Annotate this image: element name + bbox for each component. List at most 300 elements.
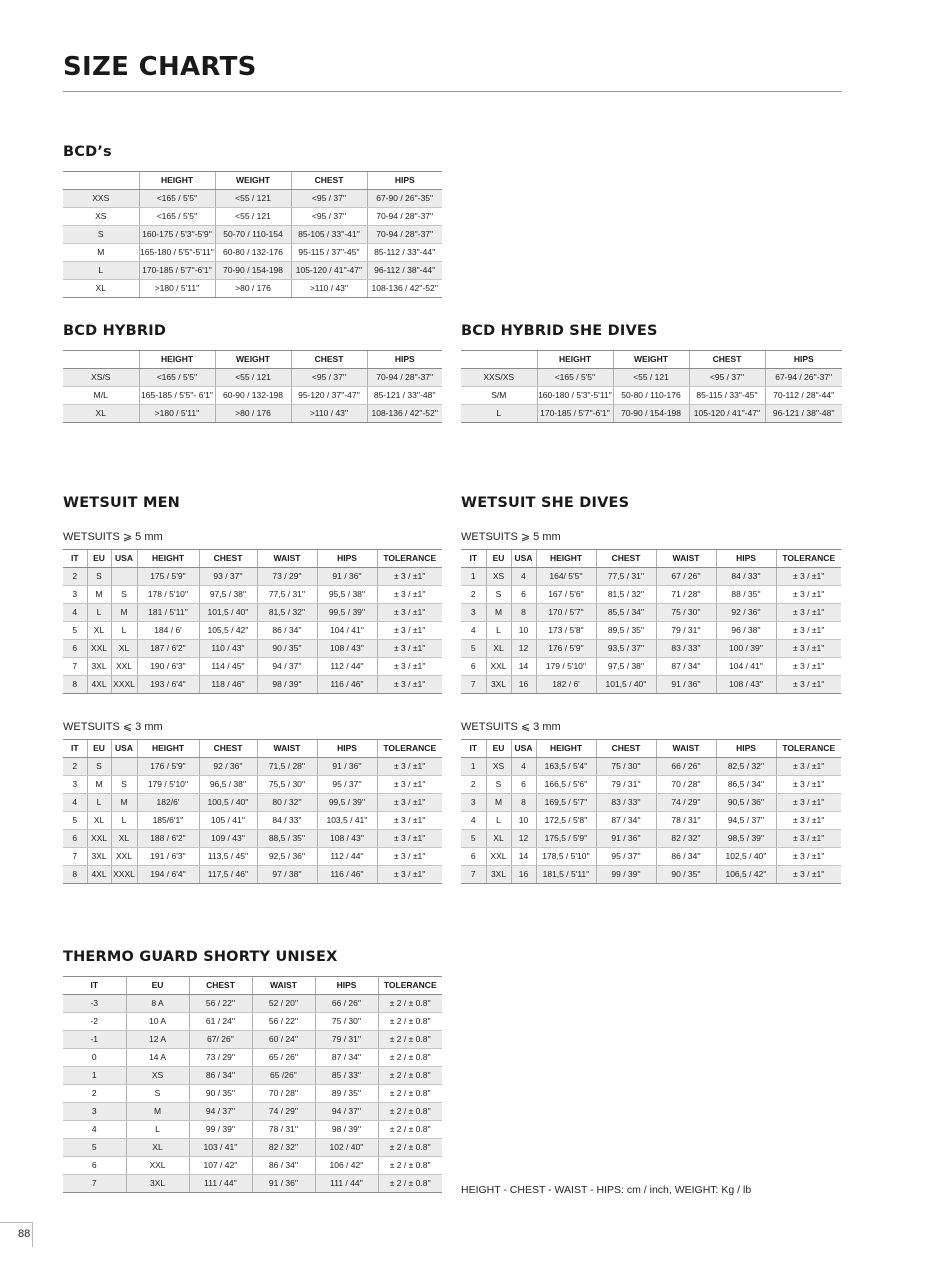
table-cell: 95 / 37'' <box>317 776 377 794</box>
table-cell: <55 / 121 <box>215 190 291 208</box>
column-header: HEIGHT <box>139 351 215 369</box>
table-cell: 10 A <box>126 1013 189 1031</box>
table-header-row <box>63 172 442 190</box>
table-row <box>63 1067 442 1085</box>
table-cell: 3XL <box>486 866 511 884</box>
size-cell: 6 <box>461 658 486 676</box>
table-header-row <box>461 740 841 758</box>
table-row <box>461 866 841 884</box>
table-cell: XS <box>126 1067 189 1085</box>
size-cell: 2 <box>461 586 486 604</box>
table-cell: 16 <box>511 676 536 694</box>
table-cell: 67 / 26'' <box>656 568 716 586</box>
size-cell: 2 <box>63 1085 126 1103</box>
table-header-row <box>63 351 442 369</box>
table-cell: 75 / 30'' <box>596 758 656 776</box>
table-cell: 107 / 42'' <box>189 1157 252 1175</box>
table-row <box>461 776 841 794</box>
size-cell: -3 <box>63 995 126 1013</box>
table-cell: 165-180 / 5'5''-5'11'' <box>139 244 215 262</box>
size-cell: 3 <box>461 794 486 812</box>
table-row <box>63 568 442 586</box>
table-cell: ± 3 / ±1'' <box>377 794 442 812</box>
table-cell: 173 / 5'8'' <box>536 622 596 640</box>
table-cell: ± 2 / ± 0.8'' <box>378 1031 442 1049</box>
table-cell: ± 3 / ±1'' <box>377 758 442 776</box>
table-row <box>461 794 841 812</box>
column-header: HEIGHT <box>139 172 215 190</box>
table-cell: 102 / 40'' <box>315 1139 378 1157</box>
table-cell: M <box>126 1103 189 1121</box>
table-cell: 85-115 / 33''-45'' <box>689 387 765 405</box>
table-cell: 84 / 33'' <box>257 812 317 830</box>
column-header: HIPS <box>716 740 776 758</box>
table-cell: 169,5 / 5'7'' <box>536 794 596 812</box>
table-cell: 74 / 29'' <box>656 794 716 812</box>
size-cell: M <box>63 244 139 262</box>
table-cell: ± 3 / ±1'' <box>776 776 841 794</box>
table-cell: 178,5 / 5'10'' <box>536 848 596 866</box>
table-cell: <95 / 37'' <box>291 369 367 387</box>
table-cell: 99 / 39'' <box>596 866 656 884</box>
table-cell: 92 / 36'' <box>716 604 776 622</box>
table-cell: 80 / 32'' <box>257 794 317 812</box>
table-cell: XL <box>87 812 111 830</box>
table-row <box>63 622 442 640</box>
column-header: WAIST <box>257 550 317 568</box>
table-cell: <95 / 37'' <box>689 369 765 387</box>
table-cell: ± 2 / ± 0.8'' <box>378 1157 442 1175</box>
size-cell: XL <box>63 405 139 423</box>
table-cell: ± 3 / ±1'' <box>377 568 442 586</box>
table-cell: 84 / 33'' <box>716 568 776 586</box>
table-cell: ± 3 / ±1'' <box>776 676 841 694</box>
table-cell: 118 / 46'' <box>199 676 257 694</box>
title-divider <box>63 91 842 92</box>
table-wetsuit-men-thin <box>63 739 442 884</box>
size-cell: 5 <box>461 830 486 848</box>
table-cell: 12 <box>511 830 536 848</box>
table-cell: 3XL <box>87 658 111 676</box>
table-cell: 61 / 24'' <box>189 1013 252 1031</box>
table-row <box>63 794 442 812</box>
table-cell: ± 3 / ±1'' <box>377 622 442 640</box>
table-cell: XXL <box>486 658 511 676</box>
table-cell: M <box>111 604 137 622</box>
table-cell: ± 3 / ±1'' <box>377 848 442 866</box>
size-cell: M/L <box>63 387 139 405</box>
table-cell: ± 3 / ±1'' <box>377 866 442 884</box>
table-cell: XXL <box>87 830 111 848</box>
table-cell: ± 2 / ± 0.8'' <box>378 1121 442 1139</box>
table-cell: 88,5 / 35'' <box>257 830 317 848</box>
table-cell: ± 3 / ±1'' <box>776 794 841 812</box>
table-cell: 166,5 / 5'6'' <box>536 776 596 794</box>
size-cell: 6 <box>63 1157 126 1175</box>
size-cell: 2 <box>461 776 486 794</box>
column-header: CHEST <box>596 550 656 568</box>
table-row <box>461 387 842 405</box>
column-header <box>461 351 537 369</box>
table-cell: 91 / 36'' <box>656 676 716 694</box>
table-cell: ± 3 / ±1'' <box>377 676 442 694</box>
table-cell: 89,5 / 35'' <box>596 622 656 640</box>
table-cell: 71 / 28'' <box>656 586 716 604</box>
table-cell: 3XL <box>486 676 511 694</box>
size-cell: -1 <box>63 1031 126 1049</box>
column-header: CHEST <box>291 172 367 190</box>
table-row <box>63 758 442 776</box>
table-cell: 91 / 36'' <box>596 830 656 848</box>
table-cell: 94 / 37'' <box>315 1103 378 1121</box>
table-cell: S <box>126 1085 189 1103</box>
table-cell: 70 / 28'' <box>252 1085 315 1103</box>
table-cell: 179 / 5'10'' <box>137 776 199 794</box>
wetsuit-men-thin-label: WETSUITS ⩽ 3 mm <box>63 721 163 733</box>
table-cell: 67-90 / 26''-35'' <box>367 190 442 208</box>
table-cell: 8 A <box>126 995 189 1013</box>
table-cell: ± 3 / ±1'' <box>377 604 442 622</box>
column-header <box>63 172 139 190</box>
table-cell: M <box>111 794 137 812</box>
table-row <box>63 1157 442 1175</box>
table-cell: 90 / 35'' <box>257 640 317 658</box>
column-header: CHEST <box>291 351 367 369</box>
table-cell: 71,5 / 28'' <box>257 758 317 776</box>
table-cell: 93,5 / 37'' <box>596 640 656 658</box>
column-header: IT <box>63 550 87 568</box>
table-cell: 12 A <box>126 1031 189 1049</box>
column-header: WAIST <box>656 740 716 758</box>
table-cell: 70-94 / 28''-37'' <box>367 208 442 226</box>
size-cell: XS <box>63 208 139 226</box>
table-cell: M <box>87 586 111 604</box>
table-cell: 66 / 26'' <box>315 995 378 1013</box>
table-cell: 105-120 / 41''-47'' <box>689 405 765 423</box>
column-header: TOLERANCE <box>776 550 841 568</box>
table-cell: 112 / 44'' <box>317 848 377 866</box>
table-cell: 96 / 38'' <box>716 622 776 640</box>
table-cell: 14 <box>511 658 536 676</box>
section-title-bcds: BCD’s <box>63 144 112 160</box>
table-row <box>63 866 442 884</box>
table-cell: 104 / 41'' <box>716 658 776 676</box>
table-cell: 108 / 43'' <box>716 676 776 694</box>
size-cell: 8 <box>63 866 87 884</box>
size-cell: 3 <box>63 1103 126 1121</box>
size-cell: 3 <box>63 586 87 604</box>
table-cell: M <box>486 604 511 622</box>
column-header: USA <box>111 740 137 758</box>
table-cell: 95,5 / 38'' <box>317 586 377 604</box>
table-cell: 10 <box>511 622 536 640</box>
table-row <box>461 830 841 848</box>
table-cell: L <box>486 622 511 640</box>
table-cell: 86 / 34'' <box>656 848 716 866</box>
section-title-bcd-hybrid: BCD HYBRID <box>63 323 167 339</box>
column-header: USA <box>511 740 536 758</box>
table-cell: ± 3 / ±1'' <box>377 658 442 676</box>
table-cell: 98 / 39'' <box>315 1121 378 1139</box>
size-cell: 7 <box>63 658 87 676</box>
table-cell: ± 3 / ±1'' <box>776 866 841 884</box>
table-cell: <165 / 5'5'' <box>139 208 215 226</box>
table-cell: 99,5 / 39'' <box>317 604 377 622</box>
table-cell: L <box>111 622 137 640</box>
column-header: HEIGHT <box>536 550 596 568</box>
column-header <box>63 351 139 369</box>
table-cell: L <box>111 812 137 830</box>
table-cell: 4XL <box>87 676 111 694</box>
table-cell: <95 / 37'' <box>291 190 367 208</box>
table-cell: S <box>87 568 111 586</box>
table-cell: 97,5 / 38'' <box>199 586 257 604</box>
table-cell: 60 / 24'' <box>252 1031 315 1049</box>
column-header: EU <box>126 977 189 995</box>
table-cell: <55 / 121 <box>215 208 291 226</box>
table-cell: >110 / 43'' <box>291 280 367 298</box>
table-cell: 91 / 36'' <box>317 758 377 776</box>
table-cell: 181,5 / 5'11'' <box>536 866 596 884</box>
table-row <box>461 604 841 622</box>
table-cell: S <box>111 776 137 794</box>
size-cell: 7 <box>63 1175 126 1193</box>
table-cell: 188 / 6'2'' <box>137 830 199 848</box>
table-cell: 56 / 22'' <box>252 1013 315 1031</box>
table-cell: 106 / 42'' <box>315 1157 378 1175</box>
table-cell: 67-94 / 26''-37'' <box>765 369 842 387</box>
table-cell: 194 / 6'4'' <box>137 866 199 884</box>
size-cell: 2 <box>63 568 87 586</box>
size-cell: 5 <box>63 622 87 640</box>
size-cell: XS/S <box>63 369 139 387</box>
table-cell: 50-70 / 110-154 <box>215 226 291 244</box>
table-cell: 88 / 35'' <box>716 586 776 604</box>
table-cell: 108 / 43'' <box>317 830 377 848</box>
page-number: 88 <box>18 1228 31 1240</box>
table-cell: 70 / 28'' <box>656 776 716 794</box>
column-header: HIPS <box>317 550 377 568</box>
table-cell: 108 / 43'' <box>317 640 377 658</box>
table-cell: ± 3 / ±1'' <box>776 622 841 640</box>
table-cell: XXXL <box>111 676 137 694</box>
size-cell: 6 <box>63 830 87 848</box>
column-header: EU <box>486 740 511 758</box>
table-cell: ± 3 / ±1'' <box>776 568 841 586</box>
table-cell: <55 / 121 <box>215 369 291 387</box>
table-cell: 176 / 5'9'' <box>536 640 596 658</box>
table-cell: 81,5 / 32'' <box>257 604 317 622</box>
table-cell: 8 <box>511 794 536 812</box>
size-cell: XXS <box>63 190 139 208</box>
size-cell: S/M <box>461 387 537 405</box>
table-cell: 90 / 35'' <box>189 1085 252 1103</box>
table-cell: XS <box>486 568 511 586</box>
table-cell: <165 / 5'5'' <box>537 369 613 387</box>
table-cell: 93 / 37'' <box>199 568 257 586</box>
column-header: EU <box>87 550 111 568</box>
table-row <box>461 586 841 604</box>
table-cell <box>111 758 137 776</box>
table-cell: ± 3 / ±1'' <box>377 830 442 848</box>
table-row <box>63 658 442 676</box>
table-row <box>63 1121 442 1139</box>
table-cell: 90,5 / 36'' <box>716 794 776 812</box>
wetsuit-men-thick-label: WETSUITS ⩾ 5 mm <box>63 531 163 543</box>
column-header: WAIST <box>656 550 716 568</box>
wetsuit-she-dives-thin-label: WETSUITS ⩽ 3 mm <box>461 721 561 733</box>
size-cell: 4 <box>461 812 486 830</box>
table-row <box>461 848 841 866</box>
table-header-row <box>63 977 442 995</box>
table-row <box>63 1013 442 1031</box>
table-row <box>63 604 442 622</box>
table-header-row <box>63 740 442 758</box>
column-header: USA <box>511 550 536 568</box>
table-cell: ± 2 / ± 0.8'' <box>378 1013 442 1031</box>
table-cell: 70-90 / 154-198 <box>215 262 291 280</box>
column-header: TOLERANCE <box>377 740 442 758</box>
table-wetsuit-she-dives-thick <box>461 549 841 694</box>
table-cell: 70-112 / 28''-44'' <box>765 387 842 405</box>
table-cell: L <box>126 1121 189 1139</box>
table-cell: 3XL <box>126 1175 189 1193</box>
table-cell: 108-136 / 42''-52'' <box>367 280 442 298</box>
table-cell: 83 / 33'' <box>596 794 656 812</box>
table-cell: 14 <box>511 848 536 866</box>
column-header: HIPS <box>765 351 842 369</box>
table-row <box>461 622 841 640</box>
table-cell: 65 / 26'' <box>252 1049 315 1067</box>
table-cell: ± 2 / ± 0.8'' <box>378 1139 442 1157</box>
table-cell: 82 / 32'' <box>252 1139 315 1157</box>
table-cell: ± 2 / ± 0.8'' <box>378 1049 442 1067</box>
table-cell: XXL <box>87 640 111 658</box>
page-title: SIZE CHARTS <box>63 52 257 82</box>
table-row <box>63 1139 442 1157</box>
table-cell: 105 / 41'' <box>199 812 257 830</box>
table-cell: 14 A <box>126 1049 189 1067</box>
size-cell: 1 <box>461 568 486 586</box>
table-cell: 85-121 / 33''-48'' <box>367 387 442 405</box>
table-cell: ± 3 / ±1'' <box>776 758 841 776</box>
table-cell: XS <box>486 758 511 776</box>
table-cell: 73 / 29'' <box>257 568 317 586</box>
column-header: CHEST <box>199 550 257 568</box>
table-cell: 95-120 / 37''-47'' <box>291 387 367 405</box>
table-cell: 94 / 37'' <box>189 1103 252 1121</box>
table-cell: 50-80 / 110-176 <box>613 387 689 405</box>
size-cell: S <box>63 226 139 244</box>
table-row <box>63 776 442 794</box>
table-cell: 75 / 30'' <box>315 1013 378 1031</box>
size-cell: XL <box>63 280 139 298</box>
size-cell: 4 <box>63 604 87 622</box>
table-cell: <55 / 121 <box>613 369 689 387</box>
table-cell: 70-94 / 28''-37'' <box>367 369 442 387</box>
table-row <box>461 369 842 387</box>
size-cell: 6 <box>63 640 87 658</box>
size-cell: 5 <box>63 812 87 830</box>
table-row <box>63 226 442 244</box>
table-cell: 87 / 34'' <box>596 812 656 830</box>
table-row <box>63 1031 442 1049</box>
table-cell: 167 / 5'6'' <box>536 586 596 604</box>
column-header: WEIGHT <box>215 172 291 190</box>
table-cell: 175,5 / 5'9'' <box>536 830 596 848</box>
column-header: HIPS <box>716 550 776 568</box>
table-cell: 92 / 36'' <box>199 758 257 776</box>
table-cell: 172,5 / 5'8'' <box>536 812 596 830</box>
table-row <box>461 658 841 676</box>
size-cell: 8 <box>63 676 87 694</box>
column-header: WEIGHT <box>215 351 291 369</box>
table-row <box>63 812 442 830</box>
table-cell: 99,5 / 39'' <box>317 794 377 812</box>
table-cell: 81,5 / 32'' <box>596 586 656 604</box>
table-cell: XXL <box>486 848 511 866</box>
size-cell: 5 <box>63 1139 126 1157</box>
table-cell: 67/ 26'' <box>189 1031 252 1049</box>
table-cell: ± 3 / ±1'' <box>377 640 442 658</box>
table-cell: 87 / 34'' <box>656 658 716 676</box>
table-cell: 56 / 22'' <box>189 995 252 1013</box>
table-cell: ± 3 / ±1'' <box>377 812 442 830</box>
table-row <box>63 1175 442 1193</box>
table-row <box>461 758 841 776</box>
table-cell: >180 / 5'11'' <box>139 405 215 423</box>
table-cell: 191 / 6'3'' <box>137 848 199 866</box>
table-cell: >80 / 176 <box>215 280 291 298</box>
table-cell: 98,5 / 39'' <box>716 830 776 848</box>
table-cell: <165 / 5'5'' <box>139 190 215 208</box>
table-cell: 85-105 / 33''-41'' <box>291 226 367 244</box>
table-cell: 175 / 5'9'' <box>137 568 199 586</box>
size-cell: 6 <box>461 848 486 866</box>
table-cell <box>111 568 137 586</box>
size-cell: 2 <box>63 758 87 776</box>
column-header: HIPS <box>317 740 377 758</box>
column-header: HIPS <box>367 351 442 369</box>
column-header: TOLERANCE <box>776 740 841 758</box>
column-header: CHEST <box>596 740 656 758</box>
table-cell: 108-136 / 42''-52'' <box>367 405 442 423</box>
table-header-row <box>461 351 842 369</box>
size-cell: 3 <box>461 604 486 622</box>
table-cell: 97,5 / 38'' <box>596 658 656 676</box>
table-cell: 52 / 20'' <box>252 995 315 1013</box>
table-cell: 110 / 43'' <box>199 640 257 658</box>
column-header: WAIST <box>257 740 317 758</box>
table-cell: 75 / 30'' <box>656 604 716 622</box>
table-row <box>461 640 841 658</box>
table-cell: S <box>486 776 511 794</box>
table-cell: 73 / 29'' <box>189 1049 252 1067</box>
table-cell: 101,5 / 40'' <box>596 676 656 694</box>
units-note: HEIGHT - CHEST - WAIST - HIPS: cm / inch, WEIGHT: Kg / lb <box>461 1184 752 1196</box>
table-cell: >110 / 43'' <box>291 405 367 423</box>
table-cell: 114 / 45'' <box>199 658 257 676</box>
table-cell: 105,5 / 42'' <box>199 622 257 640</box>
table-row <box>63 244 442 262</box>
column-header: HEIGHT <box>137 740 199 758</box>
section-title-wetsuit-men: WETSUIT MEN <box>63 495 181 511</box>
table-row <box>63 640 442 658</box>
table-cell: L <box>87 794 111 812</box>
table-row <box>63 369 442 387</box>
size-cell: 4 <box>63 1121 126 1139</box>
table-cell: 86,5 / 34'' <box>716 776 776 794</box>
